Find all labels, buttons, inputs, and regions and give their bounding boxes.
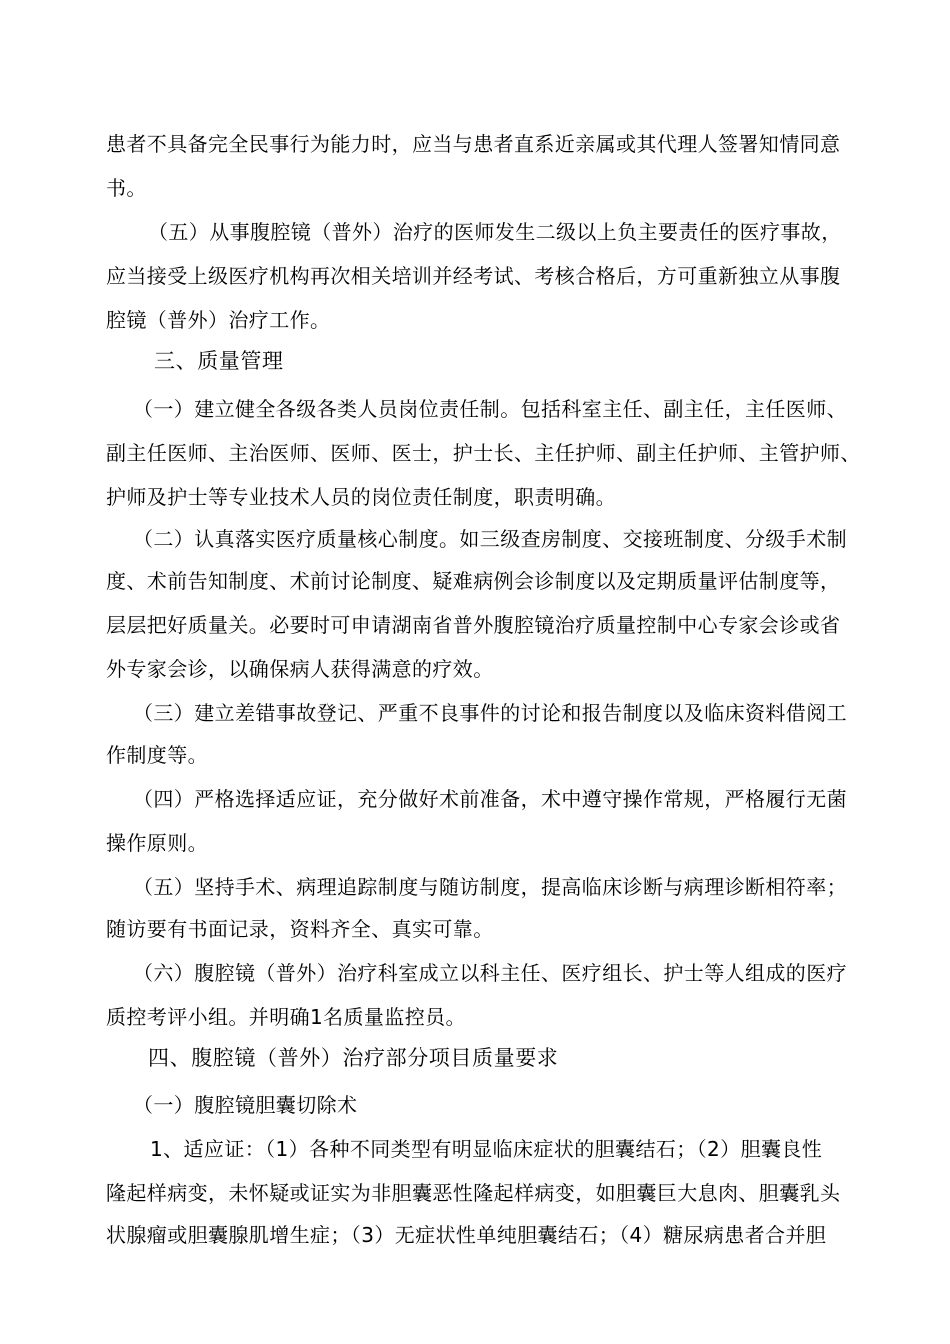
subsection-heading-cholecystectomy: （一）腹腔镜胆囊切除术: [133, 1093, 358, 1117]
text-line: 质控考评小组。并明确1名质量监控员。: [106, 1005, 466, 1029]
text-line: 腔镜（普外）治疗工作。: [106, 308, 331, 332]
section-heading-project-quality: 四、腹腔镜（普外）治疗部分项目质量要求: [148, 1046, 559, 1070]
paragraph-item-1: （一）建立健全各级各类人员岗位责任制。包括科室主任、副主任，主任医师、: [133, 397, 847, 421]
section-heading-quality-management: 三、质量管理: [154, 349, 284, 373]
text-line: 状腺瘤或胆囊腺肌增生症；（3）无症状性单纯胆囊结石；（4）糖尿病患者合并胆: [106, 1223, 827, 1247]
paragraph-item-3: （三）建立差错事故登记、严重不良事件的讨论和报告制度以及临床资料借阅工: [133, 701, 847, 725]
paragraph-item-4: （四）严格选择适应证，充分做好术前准备，术中遵守操作常规，严格履行无菌: [133, 787, 847, 811]
text-line: 操作原则。: [106, 831, 208, 855]
text-line: 层层把好质量关。必要时可申请湖南省普外腹腔镜治疗质量控制中心专家会诊或省: [106, 613, 841, 637]
paragraph-item-2: （二）认真落实医疗质量核心制度。如三级查房制度、交接班制度、分级手术制: [133, 527, 847, 551]
text-line: 隆起样病变，未怀疑或证实为非胆囊恶性隆起样病变，如胆囊巨大息肉、胆囊乳头: [106, 1181, 841, 1205]
text-line: 度、术前告知制度、术前讨论制度、疑难病例会诊制度以及定期质量评估制度等，: [106, 569, 841, 593]
text-line: 作制度等。: [106, 743, 208, 767]
paragraph-item-6: （六）腹腔镜（普外）治疗科室成立以科主任、医疗组长、护士等人组成的医疗: [133, 961, 847, 985]
text-line: 外专家会诊，以确保病人获得满意的疗效。: [106, 657, 494, 681]
text-line: 应当接受上级医疗机构再次相关培训并经考试、考核合格后，方可重新独立从事腹: [106, 264, 841, 288]
text-line: 副主任医师、主治医师、医师、医士，护士长、主任护师、副主任护师、主管护师、: [106, 441, 861, 465]
text-line: 随访要有书面记录，资料齐全、真实可靠。: [106, 917, 494, 941]
text-line: 患者不具备完全民事行为能力时，应当与患者直系近亲属或其代理人签署知情同意: [106, 132, 841, 156]
indications-line: 1、适应证：（1）各种不同类型有明显临床症状的胆囊结石；（2）胆囊良性: [150, 1137, 823, 1161]
text-line: 书。: [106, 176, 147, 200]
text-line: 护师及护士等专业技术人员的岗位责任制度，职责明确。: [106, 485, 616, 509]
paragraph-item-5: （五）从事腹腔镜（普外）治疗的医师发生二级以上负主要责任的医疗事故，: [148, 220, 842, 244]
paragraph-item-5b: （五）坚持手术、病理追踪制度与随访制度，提高临床诊断与病理诊断相符率；: [133, 875, 847, 899]
